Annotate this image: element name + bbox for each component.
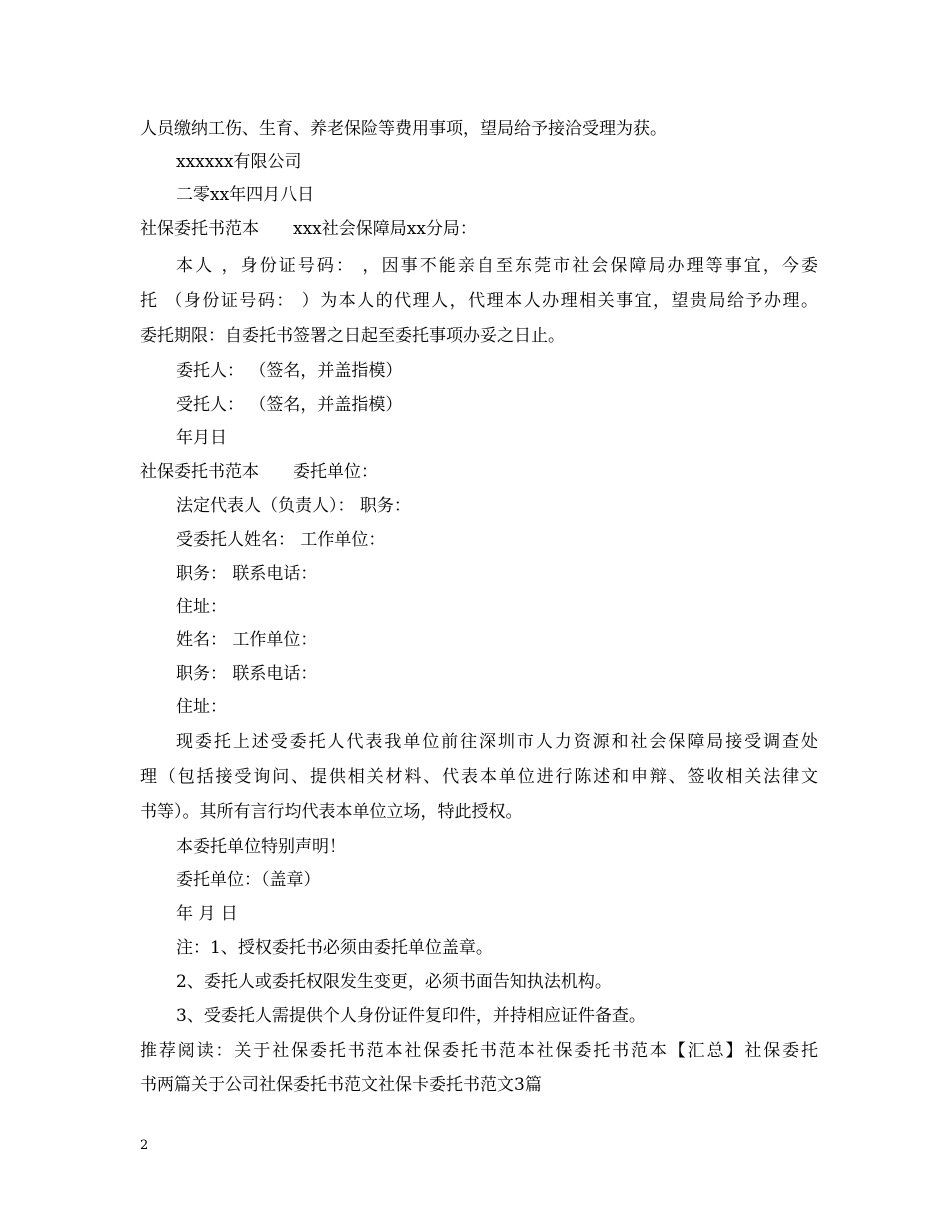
text-line: 托 （身份证号码： ）为本人的代理人，代理本人办理相关事宜，望贵局给予办理。: [140, 291, 818, 311]
page-number: 2: [140, 1138, 149, 1153]
note-line: 注：1、授权委托书必须由委托单位盖章。: [176, 938, 493, 958]
signature-line: 委托人： （签名，并盖指模）: [176, 361, 403, 381]
recommended-reading: 书两篇关于公司社保委托书范文社保卡委托书范文3篇: [140, 1075, 542, 1095]
text-line: 现委托上述受委托人代表我单位前往深圳市人力资源和社会保障局接受调查处: [176, 732, 818, 752]
text-line: 人员缴纳工伤、生育、养老保险等费用事项，望局给予接洽受理为获。: [140, 119, 667, 139]
text-line: 职务： 联系电话：: [176, 664, 318, 684]
note-line: 2、委托人或委托权限发生变更，必须书面告知执法机构。: [176, 972, 612, 992]
note-line: 3、受委托人需提供个人身份证件复印件，并持相应证件备查。: [176, 1006, 646, 1026]
text-line: 委托单位：（盖章）: [176, 870, 321, 890]
text-line: 受委托人姓名： 工作单位：: [176, 530, 386, 550]
section-heading: 社保委托书范本 委托单位：: [140, 462, 378, 482]
text-line: 本人 ，身份证号码： ，因事不能亲自至东莞市社会保障局办理等事宜，今委: [176, 256, 818, 276]
recommended-reading: 推荐阅读：关于社保委托书范本社保委托书范本社保委托书范本【汇总】社保委托: [140, 1041, 818, 1061]
date-line: 年 月 日: [176, 904, 238, 924]
signature-line: 受托人： （签名，并盖指模）: [176, 395, 403, 415]
text-line: 委托期限：自委托书签署之日起至委托事项办妥之日止。: [140, 326, 565, 346]
text-line: 职务： 联系电话：: [176, 564, 318, 584]
text-line: 本委托单位特别声明！: [176, 837, 346, 857]
date-line: 二零xx年四月八日: [176, 185, 315, 205]
text-line: 法定代表人（负责人）： 职务：: [176, 496, 411, 516]
company-name: xxxxxx有限公司: [176, 152, 302, 172]
text-line: 住址：: [176, 597, 227, 617]
date-line: 年月日: [176, 428, 227, 448]
text-line: 住址：: [176, 697, 227, 717]
text-line: 理（包括接受询问、提供相关材料、代表本单位进行陈述和申辩、签收相关法律文: [140, 767, 818, 787]
text-line: 姓名： 工作单位：: [176, 630, 318, 650]
text-line: 书等）。其所有言行均代表本单位立场，特此授权。: [140, 802, 523, 822]
section-heading: 社保委托书范本 xxx社会保障局xx分局：: [140, 219, 477, 239]
